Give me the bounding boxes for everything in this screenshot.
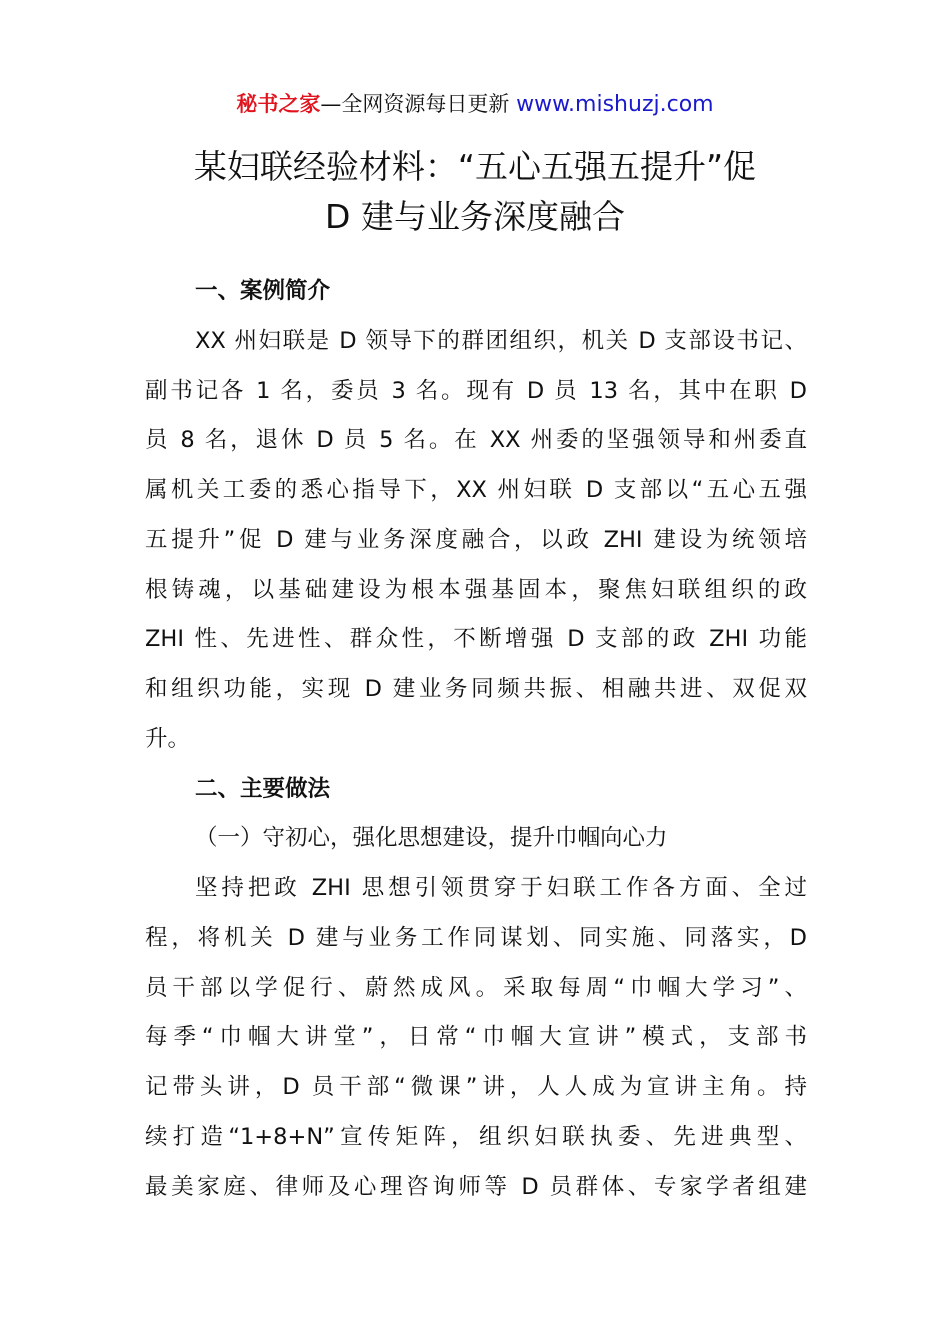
paragraph-line: 每季“巾帼大讲堂”，日常“巾帼大宣讲”模式，支部书 — [145, 1024, 807, 1051]
section-heading: 一、案例简介 — [195, 278, 331, 304]
brand-name: 秘书之家 — [236, 92, 321, 116]
paragraph-line: 坚持把政 ZHI 思想引领贯穿于妇联工作各方面、全过 — [195, 875, 807, 901]
document-body — [145, 267, 807, 1212]
paragraph-line: 副书记各 1 名，委员 3 名。现有 D 员 13 名，其中在职 D — [145, 377, 807, 404]
subsection-heading: （一）守初心，强化思想建设，提升巾帼向心力 — [195, 825, 668, 852]
title-line: D 建与业务深度融合 — [325, 197, 625, 236]
paragraph-line: 五提升”促 D 建与业务深度融合，以政 ZHI 建设为统领培 — [145, 526, 807, 553]
paragraph-line: 记带头讲，D 员干部“微课”讲，人人成为宣讲主角。持 — [145, 1074, 807, 1100]
site-url-link[interactable]: www.mishuzj.com — [516, 92, 714, 117]
site-banner — [0, 88, 950, 121]
banner-tagline: —全网资源每日更新 — [320, 92, 517, 116]
paragraph-line: 和组织功能，实现 D 建业务同频共振、相融共进、双促双 — [145, 676, 807, 702]
paragraph-line: 续打造“1+8+N”宣传矩阵，组织妇联执委、先进典型、 — [145, 1123, 807, 1150]
paragraph-line: 属机关工委的悉心指导下，XX 州妇联 D 支部以“五心五强 — [145, 477, 807, 503]
paragraph-line: XX 州妇联是 D 领导下的群团组织，机关 D 支部设书记、 — [195, 327, 807, 354]
paragraph-line: ZHI 性、先进性、群众性，不断增强 D 支部的政 ZHI 功能 — [145, 626, 807, 653]
section-heading: 二、主要做法 — [195, 775, 331, 802]
paragraph-line: 根铸魂，以基础建设为根本强基固本，聚焦妇联组织的政 — [145, 576, 807, 603]
paragraph-line: 程，将机关 D 建与业务工作同谋划、同实施、同落实，D — [145, 924, 807, 951]
paragraph-line: 最美家庭、律师及心理咨询师等 D 员群体、专家学者组建 — [145, 1173, 807, 1200]
paragraph-line: 升。 — [145, 725, 191, 752]
paragraph-line: 员 8 名，退休 D 员 5 名。在 XX 州委的坚强领导和州委直 — [145, 427, 807, 454]
title-line: 某妇联经验材料：“五心五强五提升”促 — [193, 147, 757, 186]
document-title — [120, 142, 830, 242]
paragraph-line: 员干部以学促行、蔚然成风。采取每周“巾帼大学习”、 — [145, 974, 807, 1001]
